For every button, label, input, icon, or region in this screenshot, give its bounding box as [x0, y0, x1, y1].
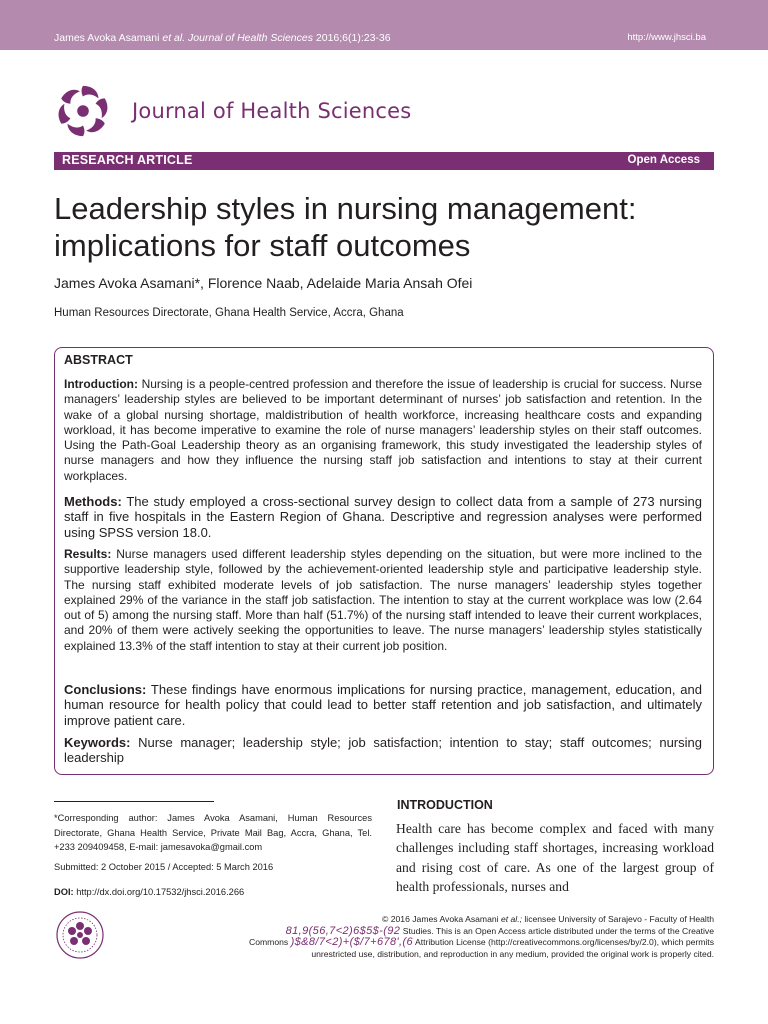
doi: [54, 887, 244, 897]
conclusions-label: Conclusions:: [64, 682, 147, 697]
license-line-1: © 2016 James Avoka Asamani et al.; licensee University of Sarajevo - Faculty of Health: [382, 914, 714, 924]
results-label: Results:: [64, 547, 112, 561]
abstract-conclusions: [64, 682, 702, 728]
corresponding-author-note: *Corresponding author: James Avoka Asamani, Human Resources Directorate, Ghana Health Service, Private Mail Bag, Accra, Ghana, Tel. +233 209409458, E-mail: jamesavoka@gmail.com: [54, 813, 372, 852]
open-access-label: Open Access: [627, 154, 700, 166]
keywords-text: Nurse manager; leadership style; job satisfaction; intention to stay; staff outcomes; nursing leadership: [64, 735, 702, 766]
abstract-keywords: [64, 735, 702, 766]
citation-authors: James Avoka Asamani: [54, 32, 163, 44]
running-header: [0, 0, 768, 50]
introduction-heading: INTRODUCTION: [397, 798, 493, 812]
citation-etal: et al.: [162, 32, 186, 44]
keywords-label: Keywords:: [64, 735, 131, 750]
journal-name: Journal of Health Sciences: [132, 99, 412, 123]
journal-logo-icon: [54, 82, 112, 140]
abstract-methods: [64, 494, 702, 540]
citation: [54, 32, 391, 44]
introduction-label: Introduction:: [64, 377, 138, 391]
methods-label: Methods:: [64, 494, 122, 509]
doi-link[interactable]: http://dx.doi.org/10.17532/jhsci.2016.266: [73, 887, 245, 897]
affiliation: Human Resources Directorate, Ghana Health Service, Accra, Ghana: [54, 307, 404, 319]
author-list: James Avoka Asamani*, Florence Naab, Adelaide Maria Ansah Ofei: [54, 275, 473, 291]
license-line-3: Commons )$&8/7<2)+($/7+678',(6 Attribution License (http://creativecommons.org/licenses/by/2.0), which permits: [249, 936, 714, 948]
footnote-divider: [54, 801, 214, 802]
doi-label: DOI:: [54, 887, 74, 897]
journal-url-link[interactable]: http://www.jhsci.ba: [627, 32, 706, 43]
conclusions-text: These findings have enormous implications for nursing practice, management, education, and human resource for health policy that could lead to better staff retention and job satisfaction, and ultimately improve patient care.: [64, 682, 702, 728]
license-line-2: 81,9(56,7<2)6$5$-(92 Studies. This is an Open Access article distributed under the terms of the Creative: [285, 924, 714, 937]
citation-volume: 2016;6(1):23-36: [312, 32, 391, 44]
license-notice: [120, 914, 714, 960]
license-line-4: unrestricted use, distribution, and reproduction in any medium, provided the original work is properly cited.: [311, 948, 714, 959]
article-type-bar: [54, 152, 714, 170]
citation-journal: Journal of Health Sciences: [185, 32, 313, 44]
article-type-label: RESEARCH ARTICLE: [62, 153, 193, 167]
abstract-introduction: [64, 377, 702, 484]
submission-dates: Submitted: 2 October 2015 / Accepted: 5 March 2016: [54, 862, 274, 872]
introduction-body: Health care has become complex and faced with many challenges including staff shortages, increasing workload and rising cost of care. As one of the largest group of health professionals, nurses and: [396, 821, 714, 895]
article-title: Leadership styles in nursing management: implications for staff outcomes: [54, 191, 637, 263]
methods-text: The study employed a cross-sectional survey design to collect data from a sample of 273 nursing staff in five hospitals in the Eastern Region of Ghana. Descriptive and regression analyses were performed using SPSS version 18.0.: [64, 494, 702, 540]
introduction-text: Nursing is a people-centred profession and therefore the issue of leadership is crucial for success. Nurse managers’ leadership styles are believed to be important determinant of nurses’ job satisfaction and retention. In the wake of a global nursing shortage, maldistribution of health workforce, increasing healthcare costs and expanding workload, it has become imperative to examine the role of nurse managers’ leadership styles on their staff outcomes. Using the Path-Goal Leadership theory as an organising framework, this study investigated the leadership styles of nurse managers and how they influence the nursing staff job satisfaction and intentions to stay at their current workplaces.: [64, 377, 702, 483]
abstract-results: [64, 547, 702, 654]
results-text: Nurse managers used different leadership styles depending on the situation, but were more inclined to the supportive leadership style, followed by the achievement-oriented leadership style and participative leadership style. The nursing staff exhibited moderate levels of job satisfaction. The nurse managers’ leadership styles together explained 29% of the variance in the staff job satisfaction. The intention to stay at the current workplace was low (2.64 out of 5) among the nursing staff. More than half (51.7%) of the nursing staff intended to leave their current workplaces, and 20% of them were actively seeking the opportunities to leave. The nurse managers’ leadership styles statistically explained 13.3% of the staff intention to stay at their current job position.: [64, 547, 702, 653]
abstract-heading: ABSTRACT: [64, 353, 133, 367]
university-seal-icon: [55, 910, 105, 960]
